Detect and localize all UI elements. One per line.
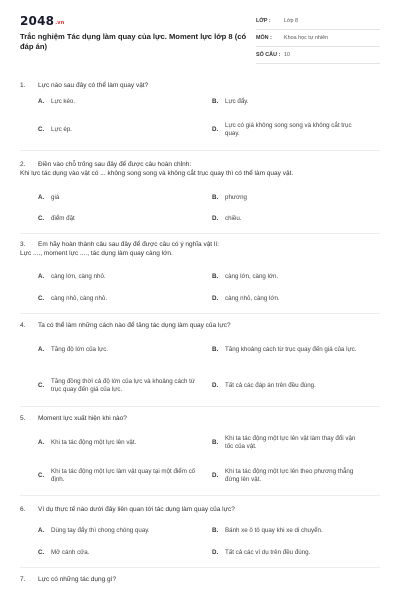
question-text: Moment lực xuất hiện khi nào? bbox=[38, 415, 127, 422]
question-divider bbox=[20, 150, 380, 151]
meta-row-grade bbox=[256, 13, 380, 30]
option-2d[interactable] bbox=[212, 213, 380, 225]
question-5 bbox=[20, 414, 380, 423]
option-letter: A. bbox=[38, 97, 45, 105]
option-letter: D. bbox=[212, 125, 219, 133]
question-6 bbox=[20, 505, 380, 514]
question-number: 3. bbox=[20, 241, 26, 248]
option-letter: B. bbox=[212, 345, 219, 353]
option-letter: B. bbox=[212, 193, 219, 201]
option-letter: C. bbox=[38, 214, 45, 222]
option-text: Khi ta tác động một lực lên vật làm thay đổi vận tốc của vật. bbox=[225, 434, 356, 450]
option-3d[interactable] bbox=[212, 293, 380, 305]
question-text: Lực có những tác dụng gì? bbox=[38, 576, 117, 583]
option-letter: D. bbox=[212, 471, 219, 479]
option-4b[interactable] bbox=[212, 340, 380, 360]
option-2b[interactable] bbox=[212, 192, 380, 204]
option-5a[interactable] bbox=[38, 433, 203, 453]
logo-suffix: .vn bbox=[55, 20, 65, 26]
question-text: Lực nào sau đây có thể làm quay vật? bbox=[38, 82, 149, 89]
option-text: điểm đặt bbox=[51, 214, 75, 222]
option-text: Tăng độ lớn của lực. bbox=[51, 345, 109, 353]
option-letter: D. bbox=[212, 214, 219, 222]
option-letter: A. bbox=[38, 272, 45, 280]
meta-value: Lớp 8 bbox=[284, 18, 299, 24]
question-number: 6. bbox=[20, 506, 26, 513]
option-4d[interactable] bbox=[212, 376, 380, 396]
option-6a[interactable] bbox=[38, 525, 203, 537]
option-text: Lực ép. bbox=[51, 125, 72, 133]
option-1b[interactable] bbox=[212, 96, 380, 108]
option-text: càng nhỏ, càng nhỏ. bbox=[51, 294, 108, 302]
page-header bbox=[0, 0, 400, 70]
option-text: Khi ta tác động một lực lên theo phương thẳng đứng lên vật. bbox=[225, 467, 354, 483]
question-divider bbox=[20, 495, 380, 496]
option-1c[interactable] bbox=[38, 120, 203, 140]
option-text: Lực có giá không song song và không cắt trục quay. bbox=[225, 121, 352, 137]
option-letter: D. bbox=[212, 381, 219, 389]
meta-label: MÔN : bbox=[256, 35, 272, 41]
option-5c[interactable] bbox=[38, 466, 203, 486]
option-6c[interactable] bbox=[38, 547, 203, 559]
option-4c[interactable] bbox=[38, 376, 203, 396]
option-text: càng lớn, càng nhỏ. bbox=[51, 272, 106, 280]
option-text: càng lớn, càng lớn. bbox=[225, 272, 279, 280]
option-letter: B. bbox=[212, 526, 219, 534]
question-text: Điền vào chỗ trống sau đây để được câu hoàn chỉnh: bbox=[38, 161, 192, 168]
option-3a[interactable] bbox=[38, 271, 203, 283]
question-4 bbox=[20, 321, 380, 330]
question-number: 2. bbox=[20, 161, 26, 168]
meta-value: Khoa học tự nhiên bbox=[284, 35, 329, 41]
question-text: Em hãy hoàn thành câu sau đây để được câu có ý nghĩa vật lí: bbox=[38, 241, 219, 248]
question-3 bbox=[20, 240, 380, 258]
question-1 bbox=[20, 81, 380, 90]
option-text: Bánh xe ô tô quay khi xe di chuyển. bbox=[225, 526, 323, 534]
question-number: 4. bbox=[20, 322, 26, 329]
option-text: chiều. bbox=[225, 214, 242, 222]
option-text: Dùng tay đẩy thì chong chóng quay. bbox=[51, 526, 150, 534]
option-letter: C. bbox=[38, 471, 45, 479]
question-text-line-2: Khi lực tác dụng vào vật có ... không song song và không cắt trục quay thì có thể làm quay vật. bbox=[20, 170, 294, 177]
option-6b[interactable] bbox=[212, 525, 380, 537]
option-1a[interactable] bbox=[38, 96, 203, 108]
question-2 bbox=[20, 160, 380, 178]
site-logo[interactable] bbox=[20, 14, 65, 28]
option-2c[interactable] bbox=[38, 213, 203, 225]
option-text: Lực kéo. bbox=[51, 97, 76, 105]
option-1d[interactable] bbox=[212, 120, 380, 140]
meta-label: SỐ CÂU : bbox=[256, 52, 281, 58]
option-text: Tất cả các ví dụ trên đều đúng. bbox=[225, 548, 311, 556]
option-2a[interactable] bbox=[38, 192, 203, 204]
question-number: 1. bbox=[20, 82, 26, 89]
option-letter: A. bbox=[38, 526, 45, 534]
option-3b[interactable] bbox=[212, 271, 380, 283]
question-divider bbox=[20, 567, 380, 568]
question-7 bbox=[20, 575, 380, 584]
question-text: Ví dụ thực tế nào dưới đây liên quan tới tác dụng làm quay của lực? bbox=[38, 506, 235, 513]
option-letter: A. bbox=[38, 345, 45, 353]
option-5b[interactable] bbox=[212, 433, 380, 453]
option-text: Khi ta tác động một lực làm vật quay tại một điểm cố định. bbox=[51, 467, 196, 483]
question-divider bbox=[20, 406, 380, 407]
option-5d[interactable] bbox=[212, 466, 380, 486]
meta-label: LỚP : bbox=[256, 18, 271, 24]
option-letter: B. bbox=[212, 438, 219, 446]
option-letter: B. bbox=[212, 97, 219, 105]
option-letter: D. bbox=[212, 548, 219, 556]
meta-value: 10 bbox=[284, 52, 290, 58]
option-letter: A. bbox=[38, 438, 45, 446]
question-text: Ta có thể làm những cách nào để tăng tác dụng làm quay của lực? bbox=[38, 322, 231, 329]
question-text-line-2: Lực ...., moment lực ...., tác dụng làm quay càng lớn. bbox=[20, 250, 173, 257]
option-letter: A. bbox=[38, 193, 45, 201]
quiz-meta bbox=[256, 13, 380, 64]
option-letter: B. bbox=[212, 272, 219, 280]
option-3c[interactable] bbox=[38, 293, 203, 305]
option-letter: C. bbox=[38, 548, 45, 556]
question-number: 7. bbox=[20, 576, 26, 583]
option-text: Lực đẩy. bbox=[225, 97, 249, 105]
logo-text: 2048 bbox=[20, 14, 55, 28]
option-text: Khi ta tác động một lực lên vật. bbox=[51, 438, 137, 446]
option-text: Tăng khoảng cách từ trục quay đến giá của lực. bbox=[225, 345, 357, 353]
option-text: phương bbox=[225, 193, 247, 201]
option-text: Tất cả các đáp án trên đều đúng. bbox=[225, 381, 316, 389]
option-text: giá bbox=[51, 193, 60, 201]
page-title: Trắc nghiệm Tác dụng làm quay của lực. Moment lực lớp 8 (có đáp án) bbox=[20, 32, 247, 51]
option-letter: D. bbox=[212, 294, 219, 302]
option-6d[interactable] bbox=[212, 547, 380, 559]
option-letter: C. bbox=[38, 125, 45, 133]
option-letter: C. bbox=[38, 381, 45, 389]
question-number: 5. bbox=[20, 415, 26, 422]
meta-row-count bbox=[256, 47, 380, 64]
option-text: Tăng đồng thời cả độ lớn của lực và khoảng cách từ trục quay đến giá của lực. bbox=[51, 377, 196, 393]
option-letter: C. bbox=[38, 294, 45, 302]
option-text: càng nhỏ, càng lớn. bbox=[225, 294, 280, 302]
meta-row-subject bbox=[256, 30, 380, 47]
option-4a[interactable] bbox=[38, 340, 203, 360]
question-divider bbox=[20, 313, 380, 314]
option-text: Mở cánh cửa. bbox=[51, 548, 90, 556]
question-divider bbox=[20, 233, 380, 234]
